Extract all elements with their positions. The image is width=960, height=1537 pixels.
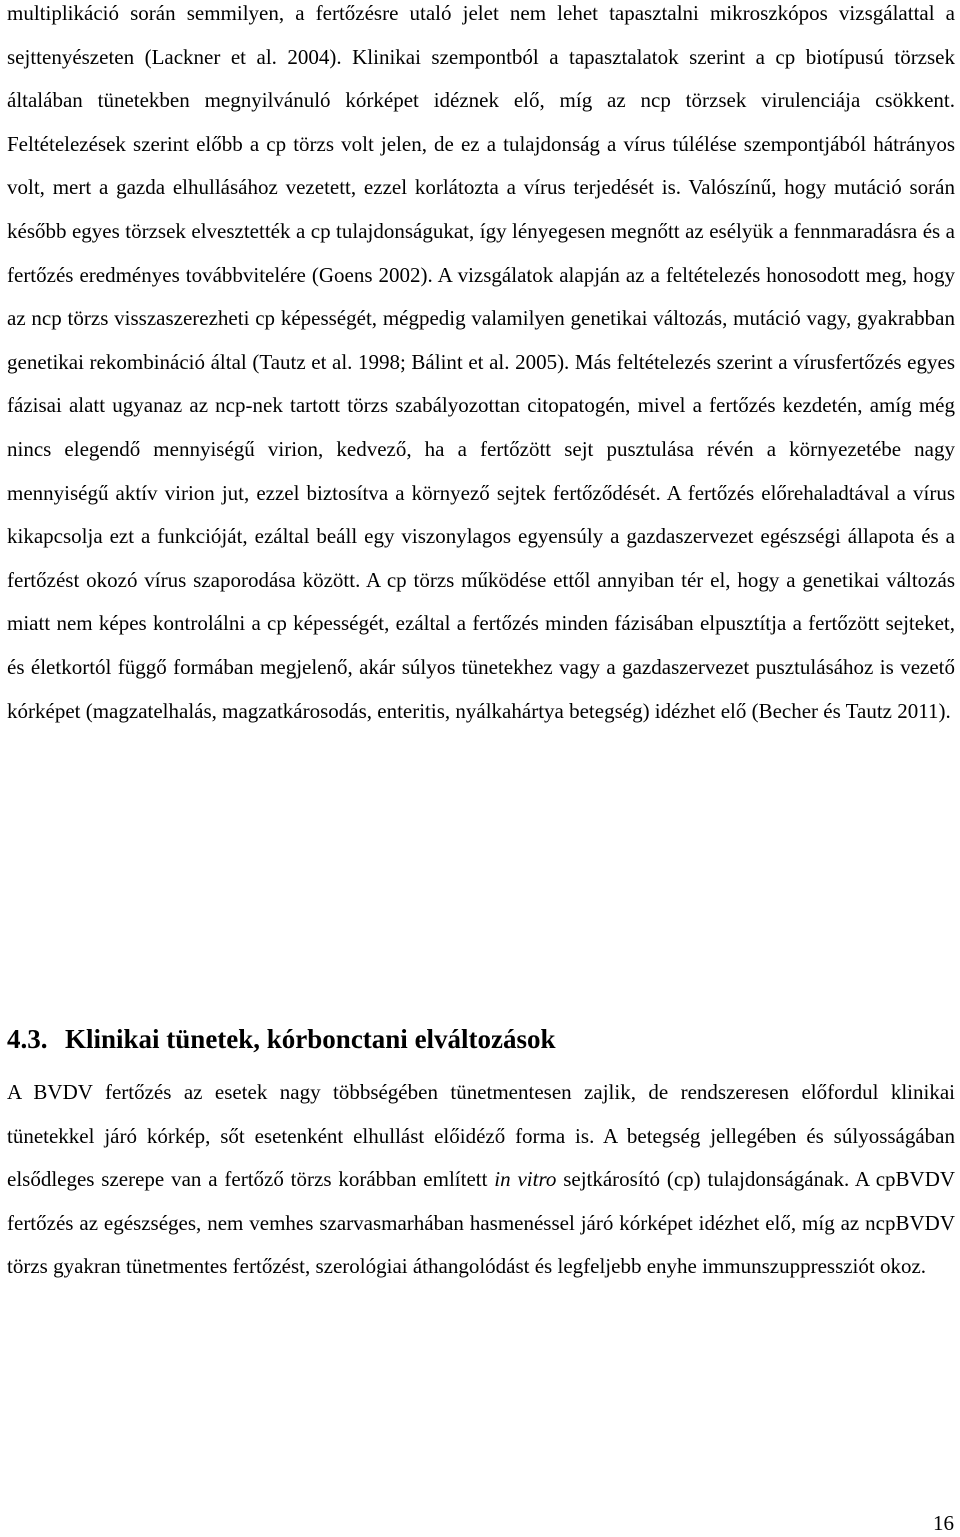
body-paragraph-2 bbox=[7, 1071, 955, 1289]
page-number: 16 bbox=[933, 1511, 954, 1535]
italic-term: in vitro bbox=[494, 1167, 557, 1192]
section-heading bbox=[7, 1019, 556, 1059]
body-paragraph: multiplikáció során semmilyen, a fertőzésre utaló jelet nem lehet tapasztalni mikroszkópos vizsgálattal a sejttenyészeten (Lackner et al. 2004). Klinikai szempontból a tapasztalatok szerint a cp biotípusú törzsek általában tünetekben megnyilvánuló kórképet idéznek elő, míg az ncp törzsek virulenciája csökkent. Feltételezések szerint előbb a cp törzs volt jelen, de ez a tulajdonság a vírus túlélése szempontjából hátrányos volt, mert a gazda elhullásához vezetett, ezzel korlátozta a vírus terjedését is. Valószínű, hogy mutáció során később egyes törzsek elvesztették a cp tulajdonságukat, így lényegesen megnőtt az esélyük a fennmaradásra és a fertőzés eredményes továbbvitelére (Goens 2002). A vizsgálatok alapján az a feltételezés honosodott meg, hogy az ncp törzs visszaszerezheti cp képességét, mégpedig valamilyen genetikai változás, mutáció vagy, gyakrabban genetikai rekombináció által (Tautz et al. 1998; Bálint et al. 2005). Más feltételezés szerint a vírusfertőzés egyes fázisai alatt ugyanaz az ncp-nek tartott törzs szabályozottan citopatogén, mivel a fertőzés kezdetén, amíg még nincs elegendő mennyiségű virion, kedvező, ha a fertőzött sejt pusztulása révén a környezetébe nagy mennyiségű aktív virion jut, ezzel biztosítva a környező sejtek fertőződését. A fertőzés előrehaladtával a vírus kikapcsolja ezt a funkcióját, ezáltal beáll egy viszonylagos egyensúly a gazdaszervezet egészségi állapota és a fertőzést okozó vírus szaporodása között. A cp törzs működése ettől annyiban tér el, hogy a genetikai változás miatt nem képes kontrolálni a cp képességét, ezáltal a fertőzés minden fázisában elpusztítja a fertőzött sejteket, és életkortól függő formában megjelenő, akár súlyos tünetekhez vagy a gazdaszervezet pusztulásához is vezető kórképet (magzatelhalás, magzatkárosodás, enteritis, nyálkahártya betegség) idézhet elő (Becher és Tautz 2011). bbox=[7, 1, 955, 723]
section-number: 4.3. bbox=[7, 1024, 48, 1054]
section-title: Klinikai tünetek, kórbonctani elváltozások bbox=[65, 1024, 556, 1054]
paragraph-text-part-2: sejtkárosító (cp) tulajdonságának. A cpBVDV fertőzés az egészséges, nem vemhes szarvasmarhában hasmenéssel járó kórképet idézhet elő, míg az ncpBVDV törzs gyakran tünetmentes fertőzést, szerológiai áthangolódást és legfeljebb enyhe immunszuppressziót okoz. bbox=[7, 1167, 956, 1279]
paragraph-text-part-1: A BVDV fertőzés az esetek nagy többségében tünetmentesen zajlik, de rendszeresen előfordul klinikai tünetekkel járó kórkép, sőt esetenként elhullást előidéző forma is. A betegség jellegében és súlyosságában elsődleges szerepe van a fertőző törzs korábban említett bbox=[7, 1080, 955, 1192]
